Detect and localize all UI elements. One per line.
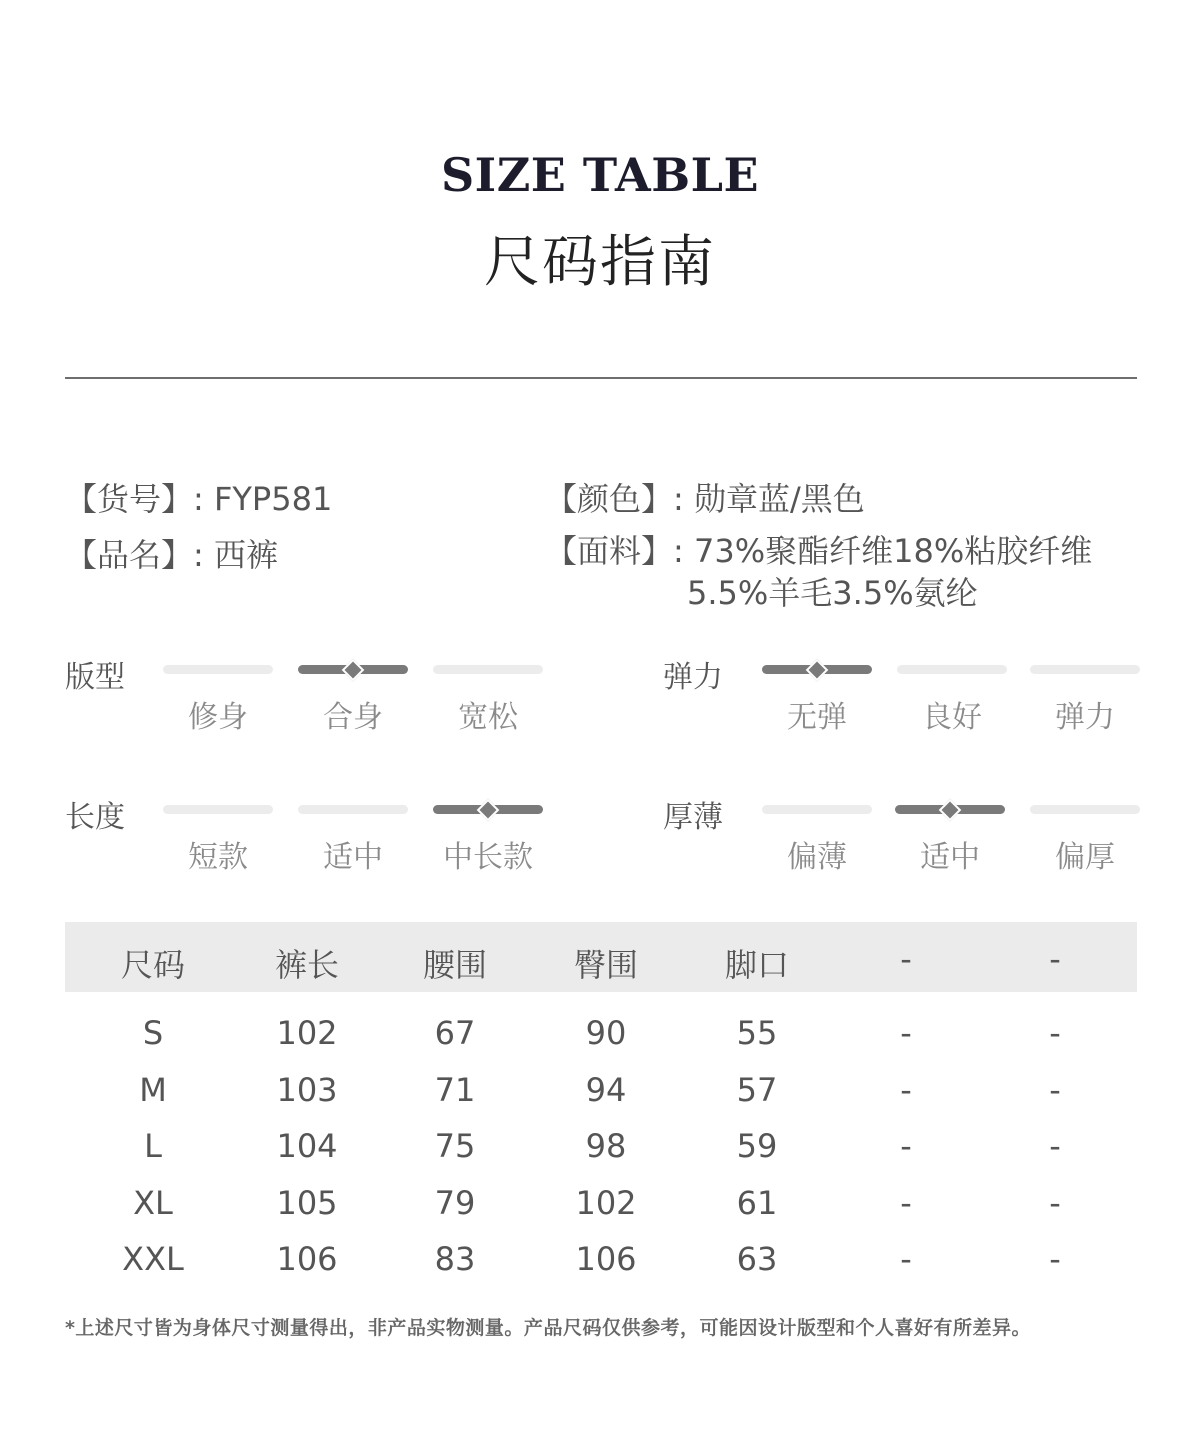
stretch-option-2: 弹力: [1055, 700, 1115, 735]
cell-hip: 98: [585, 1127, 627, 1165]
product-name-value: 西裤: [213, 536, 278, 574]
cell-blank-1: -: [900, 1014, 912, 1052]
cell-blank-1: -: [900, 1070, 912, 1109]
thickness-option-1: 适中: [920, 840, 980, 875]
header-hem: 脚口: [724, 946, 789, 984]
length-option-1: 适中: [323, 840, 383, 875]
header-waist: 腰围: [422, 946, 487, 984]
selector-marker: [806, 658, 829, 681]
selector-marker: [342, 658, 365, 681]
title-english: SIZE TABLE: [440, 148, 760, 202]
cell-length: 102: [276, 1014, 338, 1052]
header-length: 裤长: [274, 946, 339, 984]
color: [545, 474, 865, 520]
cell-blank-1: -: [900, 1183, 912, 1222]
color-label: 【颜色】:: [545, 480, 684, 518]
cell-blank-2: -: [1049, 1183, 1061, 1222]
title-chinese: 尺码指南: [484, 230, 716, 295]
cell-blank-2: -: [1049, 1070, 1061, 1109]
length-bar-0: [163, 805, 273, 814]
table-row: [65, 1000, 1137, 1057]
cell-length: 105: [276, 1183, 338, 1222]
fit-bar-0: [163, 665, 273, 674]
header-size: 尺码: [120, 946, 185, 984]
cell-waist: 67: [434, 1014, 476, 1052]
cell-hem: 55: [736, 1014, 778, 1052]
cell-hip: 106: [575, 1240, 637, 1278]
cell-hip: 102: [575, 1183, 637, 1222]
thickness-option-2: 偏厚: [1055, 840, 1115, 875]
cell-hem: 59: [736, 1127, 778, 1165]
cell-size: S: [142, 1014, 164, 1052]
item-number-label: 【货号】:: [65, 480, 204, 518]
cell-blank-1: -: [900, 1240, 912, 1278]
header-blank-2: -: [1049, 940, 1061, 978]
cell-size: XL: [133, 1183, 173, 1222]
length-label: 长度: [65, 800, 125, 835]
cell-hip: 94: [585, 1070, 627, 1109]
length-bar-1: [298, 805, 408, 814]
thickness-bar-1-selected: [895, 805, 1005, 814]
cell-waist: 75: [434, 1127, 476, 1165]
table-header: [65, 922, 1137, 992]
stretch-bar-0-selected: [762, 665, 872, 674]
selector-marker: [939, 798, 962, 821]
stretch-bar-1: [897, 665, 1007, 674]
stretch-option-0: 无弹: [787, 700, 847, 735]
cell-waist: 71: [434, 1070, 476, 1109]
fabric: [545, 530, 1145, 614]
cell-hem: 61: [736, 1183, 778, 1222]
table-row: [65, 1226, 1137, 1283]
cell-blank-2: -: [1049, 1240, 1061, 1278]
stretch-option-1: 良好: [922, 700, 982, 735]
cell-size: XXL: [122, 1240, 184, 1278]
fit-option-1: 合身: [323, 700, 383, 735]
product-name-label: 【品名】:: [65, 536, 204, 574]
product-name: [65, 530, 278, 576]
cell-waist: 83: [434, 1240, 476, 1278]
cell-length: 103: [276, 1070, 338, 1109]
cell-hem: 63: [736, 1240, 778, 1278]
table-row: [65, 1057, 1137, 1114]
divider: [65, 377, 1137, 379]
fabric-label: 【面料】:: [545, 532, 684, 570]
cell-length: 104: [276, 1127, 338, 1165]
fit-label: 版型: [65, 660, 125, 695]
cell-size: L: [144, 1127, 162, 1165]
selector-marker: [477, 798, 500, 821]
cell-waist: 79: [434, 1183, 476, 1222]
length-bar-2-selected: [433, 805, 543, 814]
fit-bar-1-selected: [298, 665, 408, 674]
cell-hem: 57: [736, 1070, 778, 1109]
size-table: [65, 922, 1137, 1283]
thickness-option-0: 偏薄: [787, 840, 847, 875]
footnote: *上述尺寸皆为身体尺寸测量得出，非产品实物测量。产品尺码仅供参考，可能因设计版型和个人喜好有所差异。: [65, 1317, 1031, 1339]
thickness-bar-2: [1030, 805, 1140, 814]
cell-length: 106: [276, 1240, 338, 1278]
cell-size: M: [139, 1070, 167, 1109]
table-row: [65, 1113, 1137, 1170]
table-row: [65, 1170, 1137, 1227]
length-option-0: 短款: [188, 840, 248, 875]
header-blank-1: -: [900, 940, 912, 978]
header-hip: 臀围: [573, 946, 638, 984]
cell-blank-1: -: [900, 1127, 912, 1165]
cell-hip: 90: [585, 1014, 627, 1052]
color-value: 勋章蓝/黑色: [693, 480, 865, 518]
fit-option-2: 宽松: [458, 700, 518, 735]
fit-bar-2: [433, 665, 543, 674]
item-number: [65, 474, 332, 520]
length-option-2: 中长款: [443, 840, 533, 875]
item-number-value: FYP581: [213, 480, 333, 518]
fabric-line1: 73%聚酯纤维18%粘胶纤维: [693, 532, 1093, 570]
stretch-label: 弹力: [663, 660, 723, 695]
fit-option-0: 修身: [188, 700, 248, 735]
cell-blank-2: -: [1049, 1014, 1061, 1052]
thickness-label: 厚薄: [663, 800, 723, 835]
thickness-bar-0: [762, 805, 872, 814]
fabric-line2: 5.5%羊毛3.5%氨纶: [687, 574, 978, 612]
stretch-bar-2: [1030, 665, 1140, 674]
cell-blank-2: -: [1049, 1127, 1061, 1165]
